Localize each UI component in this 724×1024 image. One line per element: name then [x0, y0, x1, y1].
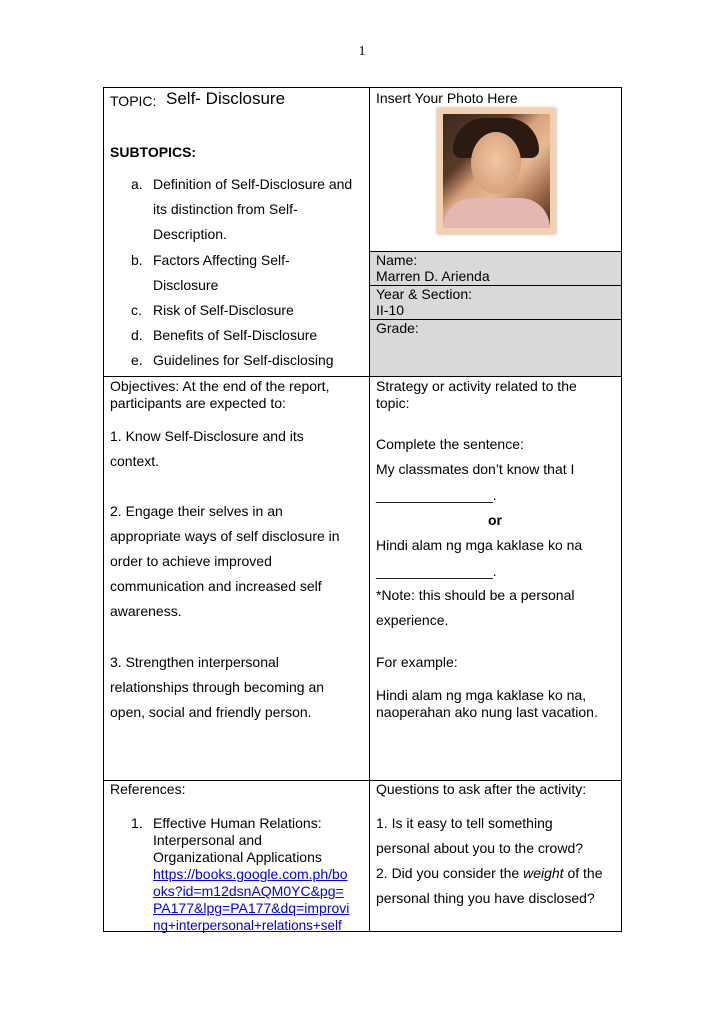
objectives-cell: [103, 376, 370, 781]
subtopic-item: Guidelines for Self-disclosing: [153, 352, 334, 368]
subtopic-marker: a.: [131, 176, 143, 192]
objective-item: context.: [110, 453, 160, 469]
section-value: II-10: [376, 302, 405, 318]
subtopic-marker: c.: [131, 302, 142, 318]
subtopic-item: Description.: [153, 226, 227, 242]
topic-cell: [103, 87, 370, 377]
objective-item: awareness.: [110, 603, 182, 619]
strategy-example: Hindi alam ng mga kaklase ko na,: [376, 687, 587, 703]
reference-link[interactable]: PA177&lpg=PA177&dq=improvi: [153, 900, 350, 916]
objectives-intro: participants are expected to:: [110, 395, 286, 411]
subtopic-item: Disclosure: [153, 277, 219, 293]
question-item: [376, 865, 602, 882]
section-cell: [369, 285, 622, 320]
objective-item: 3. Strengthen interpersonal: [110, 654, 279, 670]
strategy-filipino-prompt: Hindi alam ng mga kaklase ko na: [376, 537, 583, 553]
objective-item: appropriate ways of self disclosure in: [110, 528, 340, 544]
subtopic-item: Risk of Self-Disclosure: [153, 302, 294, 318]
objective-item: open, social and friendly person.: [110, 704, 312, 720]
strategy-cell: [369, 376, 622, 781]
subtopic-item: Benefits of Self-Disclosure: [153, 327, 318, 343]
strategy-or: or: [488, 512, 502, 528]
objective-item: order to achieve improved: [110, 553, 272, 569]
name-value: Marren D. Arienda: [376, 268, 490, 284]
subtopics-heading: SUBTOPICS:: [110, 144, 197, 160]
question-emphasis: weight: [523, 865, 564, 881]
objective-item: 2. Engage their selves in an: [110, 503, 283, 519]
subtopic-marker: b.: [131, 252, 143, 268]
strategy-english-prompt: My classmates don’t know that I: [376, 461, 575, 477]
strategy-intro: topic:: [376, 395, 410, 411]
objective-item: communication and increased self: [110, 578, 322, 594]
reference-title: Organizational Applications: [153, 849, 322, 865]
subtopic-item: Factors Affecting Self-: [153, 252, 290, 268]
reference-title: Interpersonal and: [153, 832, 262, 848]
strategy-note: experience.: [376, 612, 449, 628]
objective-item: 1. Know Self-Disclosure and its: [110, 428, 304, 444]
grade-cell: [369, 319, 622, 377]
subtopic-item: its distinction from Self-: [153, 201, 298, 217]
topic-title: Self- Disclosure: [166, 89, 286, 108]
reference-link[interactable]: https://books.google.com.ph/bo: [153, 866, 348, 882]
subtopic-marker: d.: [131, 327, 143, 343]
question-item: personal thing you have disclosed?: [376, 890, 595, 906]
questions-cell: [369, 780, 622, 932]
questions-heading: Questions to ask after the activity:: [376, 781, 587, 797]
reference-title: Effective Human Relations:: [153, 815, 322, 831]
topic-label: TOPIC:: [110, 93, 157, 109]
reference-marker: 1.: [131, 815, 143, 831]
strategy-intro: Strategy or activity related to the: [376, 378, 577, 394]
photo-caption: Insert Your Photo Here: [376, 90, 518, 106]
grade-label: Grade:: [376, 320, 419, 336]
question-item: personal about you to the crowd?: [376, 840, 584, 856]
question-text: of the: [563, 865, 603, 881]
references-cell: [103, 780, 370, 932]
strategy-blank: _______________.: [376, 487, 497, 503]
strategy-blank: _______________.: [376, 563, 497, 579]
name-label: Name:: [376, 252, 418, 268]
question-text: 2. Did you consider the: [376, 865, 524, 881]
references-heading: References:: [110, 781, 186, 797]
objectives-intro: Objectives: At the end of the report,: [110, 378, 330, 394]
objective-item: relationships through becoming an: [110, 679, 325, 695]
subtopic-marker: e.: [131, 352, 143, 368]
section-label: Year & Section:: [376, 286, 472, 302]
reference-link[interactable]: oks?id=m12dsnAQM0YC&pg=: [153, 883, 344, 899]
profile-photo: [437, 108, 556, 234]
reference-link[interactable]: ng+interpersonal+relations+self: [153, 918, 342, 933]
name-cell: [369, 251, 622, 286]
strategy-example-label: For example:: [376, 654, 458, 670]
subtopic-item: Definition of Self-Disclosure and: [153, 176, 353, 192]
page-number: 1: [358, 44, 366, 59]
strategy-instruction: Complete the sentence:: [376, 436, 524, 452]
strategy-note: *Note: this should be a personal: [376, 587, 575, 603]
question-item: 1. Is it easy to tell something: [376, 815, 553, 831]
strategy-example: naoperahan ako nung last vacation.: [376, 704, 598, 720]
